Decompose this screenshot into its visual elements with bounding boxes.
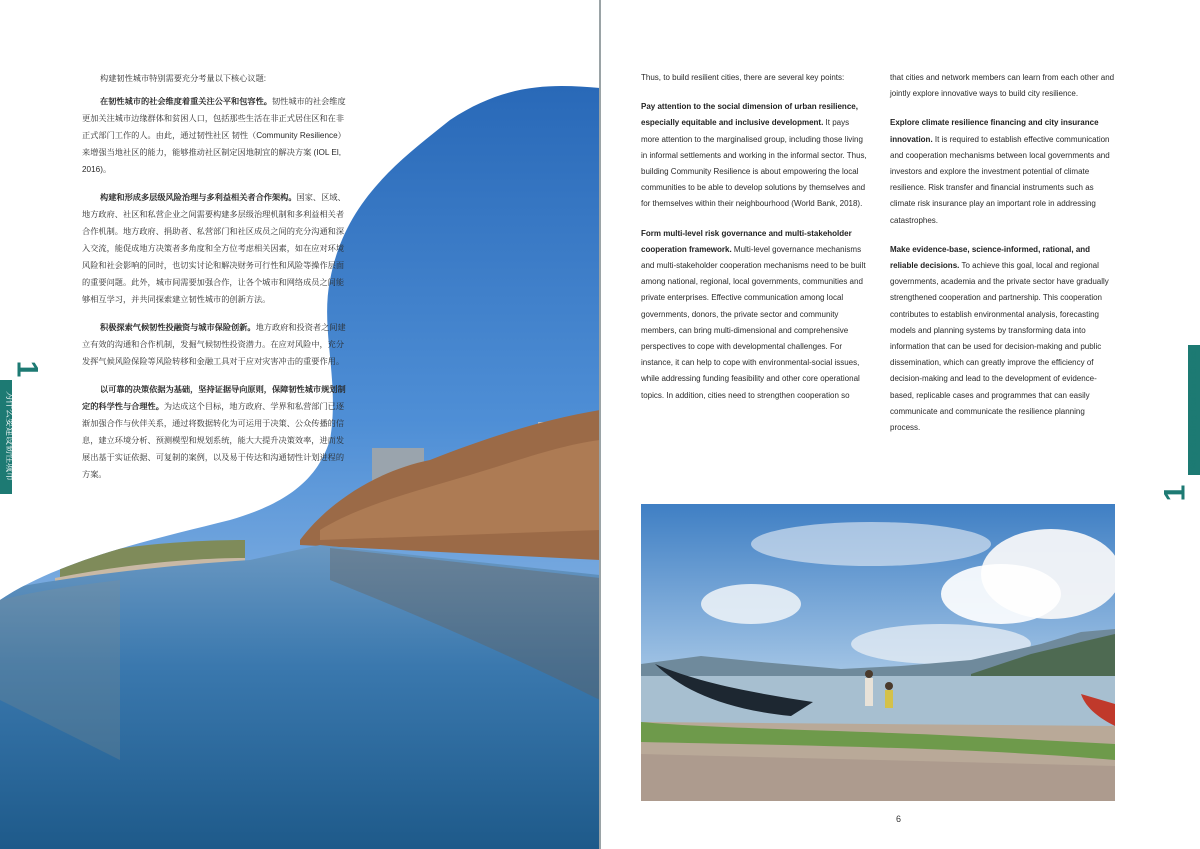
cn-paragraph — [82, 319, 350, 370]
cn-paragraph-lead: 构建和形成多层级风险治理与多利益相关者合作架构。 — [100, 193, 297, 202]
lake-photo — [641, 504, 1115, 801]
cn-paragraph-text: 为达成这个目标，地方政府、学界和私营部门已逐渐加强合作与伙伴关系，通过将数据转化为可运用于决策、公众传播的信息，建立环境分析、预测模型和规划系统，能大大提升决策效率，进而发展出基于实证依据、可复制的案例，以及易于传达和沟通韧性计划进程的方案。 — [82, 402, 345, 479]
cn-intro: 构建韧性城市特别需要充分考量以下核心议题: — [100, 74, 267, 83]
en-paragraph-lead: Explore climate resilience financing and city insurance innovation. — [890, 118, 1099, 144]
en-paragraph — [890, 115, 1116, 228]
en-paragraph-lead: Form multi-level risk governance and multi-stakeholder cooperation framework. — [641, 228, 852, 254]
text-column-1 — [641, 70, 867, 417]
en-paragraph — [641, 70, 867, 86]
cn-paragraph — [82, 70, 350, 87]
right-page — [601, 0, 1200, 849]
cn-paragraph-text: 地方政府和投资者之间建立有效的沟通和合作机制，发掘气候韧性投资潜力。在应对风险中，充分发挥气候风险保险等风险转移和金融工具对于应对灾害冲击的重要作用。 — [82, 323, 346, 366]
en-paragraph — [641, 226, 867, 404]
cn-paragraph-lead: 以可靠的决策依据为基础，坚持证据导向原则，保障韧性城市规划制定的科学性与合理性。 — [82, 385, 346, 411]
chapter-label-left: 为什么要建设韧性城市 — [5, 390, 15, 481]
chapter-number-right: 1 — [1158, 484, 1192, 502]
cn-paragraph — [82, 189, 350, 308]
en-paragraph-text: that cities and network members can learn from each other and jointly explore innovative ways to build city resilience. — [890, 73, 1115, 99]
page-number: 6 — [896, 814, 902, 824]
en-paragraph-text: Multi-level governance mechanisms and multi-stakeholder cooperation mechanisms need to be built among national, regional, local governments, communities and private enterprises. Effective communication among local governments, donors, the private sector and community members, can bring multi-dimensional and comprehensive perspectives to cope with developmental challenges. For instance, it can help to cope with environmental-social issues, while addressing funding feasibility and other core operational topics. In addition, cities need to strengthen cooperation so — [641, 244, 866, 400]
en-paragraph — [641, 99, 867, 212]
en-paragraph-text: To achieve this goal, local and regional governments, academia and the private sector have gradually strengthened cooperation and partnership. This cooperation contributes to establish environmental analysis, forecasting models and planning systems by transforming data into information that can be used for decision-making and public dissemination, which can greatly improve the efficiency of decision-making and lead to the development of evidence-based, replicable cases and programmes that can easily communicate and communicate the resilience planning process. — [890, 261, 1109, 433]
en-paragraph-text: It is required to establish effective communication and cooperation mechanisms between local governments and investors and explore the investment potential of climate resilience. Risk transfer and financial instruments such as climate risk insurance play an important role in addressing catastrophes. — [890, 134, 1110, 225]
cn-paragraph-text: 国家、区域、地方政府、社区和私营企业之间需要构建多层级治理机制和多利益相关者合作机制。地方政府、捐助者、私营部门和社区成员之间的充分沟通和深入交流，能促成地方决策者多角度和全方位考虑相关因素，如在应对环境风险和社会影响的同时，也切实讨论和解决财务可行性和风险等操作层面的重要问题。此外，城市间需要加强合作，让各个城市和网络成员之间能够相互学习，并共同探索建立韧性城市的创新方法。 — [82, 193, 346, 304]
cn-paragraph-text: 韧性城市的社会维度更加关注城市边缘群体和贫困人口，包括那些生活在非正式居住区和在非正式部门工作的人。由此，通过韧性社区 韧性（Community Resilience）来增强当地社区的能力，能够推动社区制定因地制宜的解决方案 (IOL El, 2016)。 — [82, 97, 346, 174]
text-column-2 — [890, 70, 1116, 449]
chapter-number-left: 1 — [10, 360, 44, 378]
en-paragraph-text: Thus, to build resilient cities, there are several key points: — [641, 73, 845, 82]
chinese-body-text — [82, 70, 350, 494]
cn-paragraph — [82, 93, 350, 178]
cn-paragraph-lead: 积极探索气候韧性投融资与城市保险创新。 — [100, 323, 256, 332]
en-paragraph — [890, 70, 1116, 102]
en-paragraph — [890, 242, 1116, 436]
cn-paragraph-lead: 在韧性城市的社会维度着重关注公平和包容性。 — [100, 97, 272, 106]
cn-paragraph — [82, 381, 350, 483]
chapter-label-right: Why Building Resilient Cities — [1188, 351, 1198, 469]
en-paragraph-lead: Pay attention to the social dimension of urban resilience, especially equitable and inclusive development. — [641, 102, 858, 128]
en-paragraph-text: It pays more attention to the marginalised group, including those living in informal settlements and working in the informal sector. Thus, building Community Resilience is about empowering the local communities to be able to develop solutions by themselves and for themselves within their neighbourhood (World Bank, 2018). — [641, 118, 867, 209]
en-paragraph-lead: Make evidence-base, science-informed, rational, and reliable decisions. — [890, 244, 1091, 271]
